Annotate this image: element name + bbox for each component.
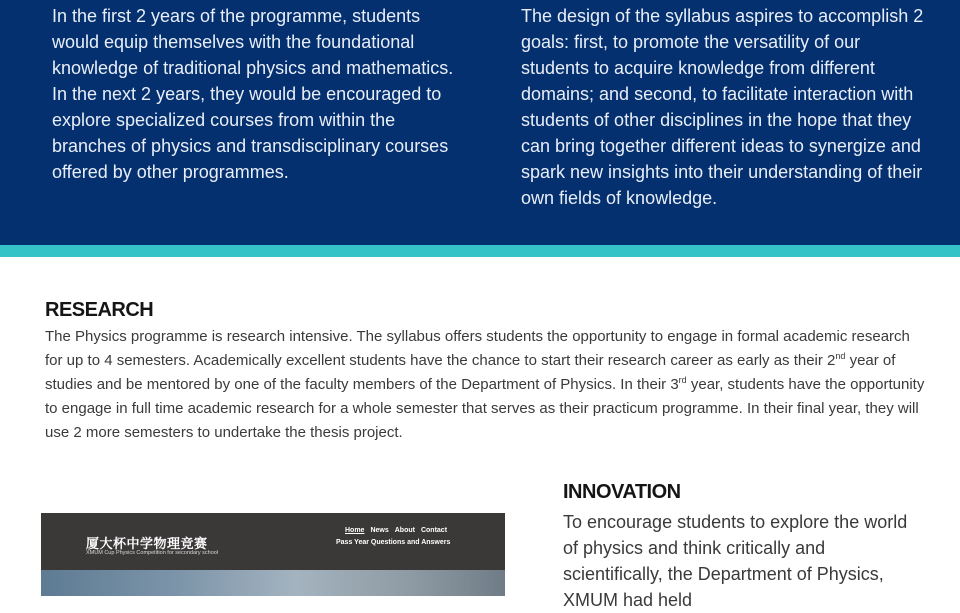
- ordinal-suffix-2nd: nd: [835, 351, 846, 361]
- research-text-part-1: The Physics programme is research intensive. The syllabus offers students the opportunity to engage in formal academic research for up to 4 semesters. Academically excellent students have the chance to start their research career as early as their 2: [45, 328, 910, 369]
- screenshot-nav-home: Home: [345, 527, 365, 534]
- syllabus-goals-text: The design of the syllabus aspires to accomplish 2 goals: first, to promote the versatility of our students to acquire knowledge from different domains; and second, to facilitate interaction with students of other disciplines in the hope that they can bring together different ideas to synergize and spark new insights into their understanding of their own fields of knowledge.: [521, 6, 924, 208]
- programme-overview-banner: [0, 0, 960, 245]
- research-heading: RESEARCH: [45, 299, 154, 321]
- competition-subtitle: XMUM Cup Physics Competition for secondary school: [86, 550, 219, 556]
- screenshot-nav: [345, 527, 447, 534]
- research-paragraph: [45, 325, 925, 445]
- screenshot-nav-past-questions: Pass Year Questions and Answers: [336, 539, 451, 546]
- screenshot-header: [41, 513, 505, 570]
- section-divider: [0, 245, 960, 257]
- competition-website-screenshot: [41, 513, 505, 596]
- landscape-image: [41, 570, 505, 596]
- screenshot-nav-news: News: [370, 527, 389, 534]
- programme-structure-text: In the first 2 years of the programme, students would equip themselves with the foundational knowledge of traditional physics and mathematics. In the next 2 years, they would be encouraged to explore specialized courses from within the branches of physics and transdisciplinary courses offered by other programmes.: [52, 6, 454, 182]
- innovation-paragraph: To encourage students to explore the world of physics and think critically and scientifically, the Department of Physics, XMUM had held: [563, 512, 908, 610]
- research-text-part-3: year, students have the opportunity to engage in full time academic research for a whole semester that serves as their practicum programme. In their final year, they will use 2 more semesters to undertake the thesis project.: [45, 376, 925, 441]
- research-text-part-2: year of studies and be mentored by one of the faculty members of the Department of Physics. In their 3: [45, 352, 896, 393]
- competition-title: 厦大杯中学物理竞赛: [86, 536, 208, 551]
- ordinal-suffix-3rd: rd: [678, 375, 687, 385]
- screenshot-nav-contact: Contact: [420, 527, 448, 534]
- innovation-heading: INNOVATION: [563, 481, 681, 503]
- screenshot-nav-about: About: [394, 527, 415, 534]
